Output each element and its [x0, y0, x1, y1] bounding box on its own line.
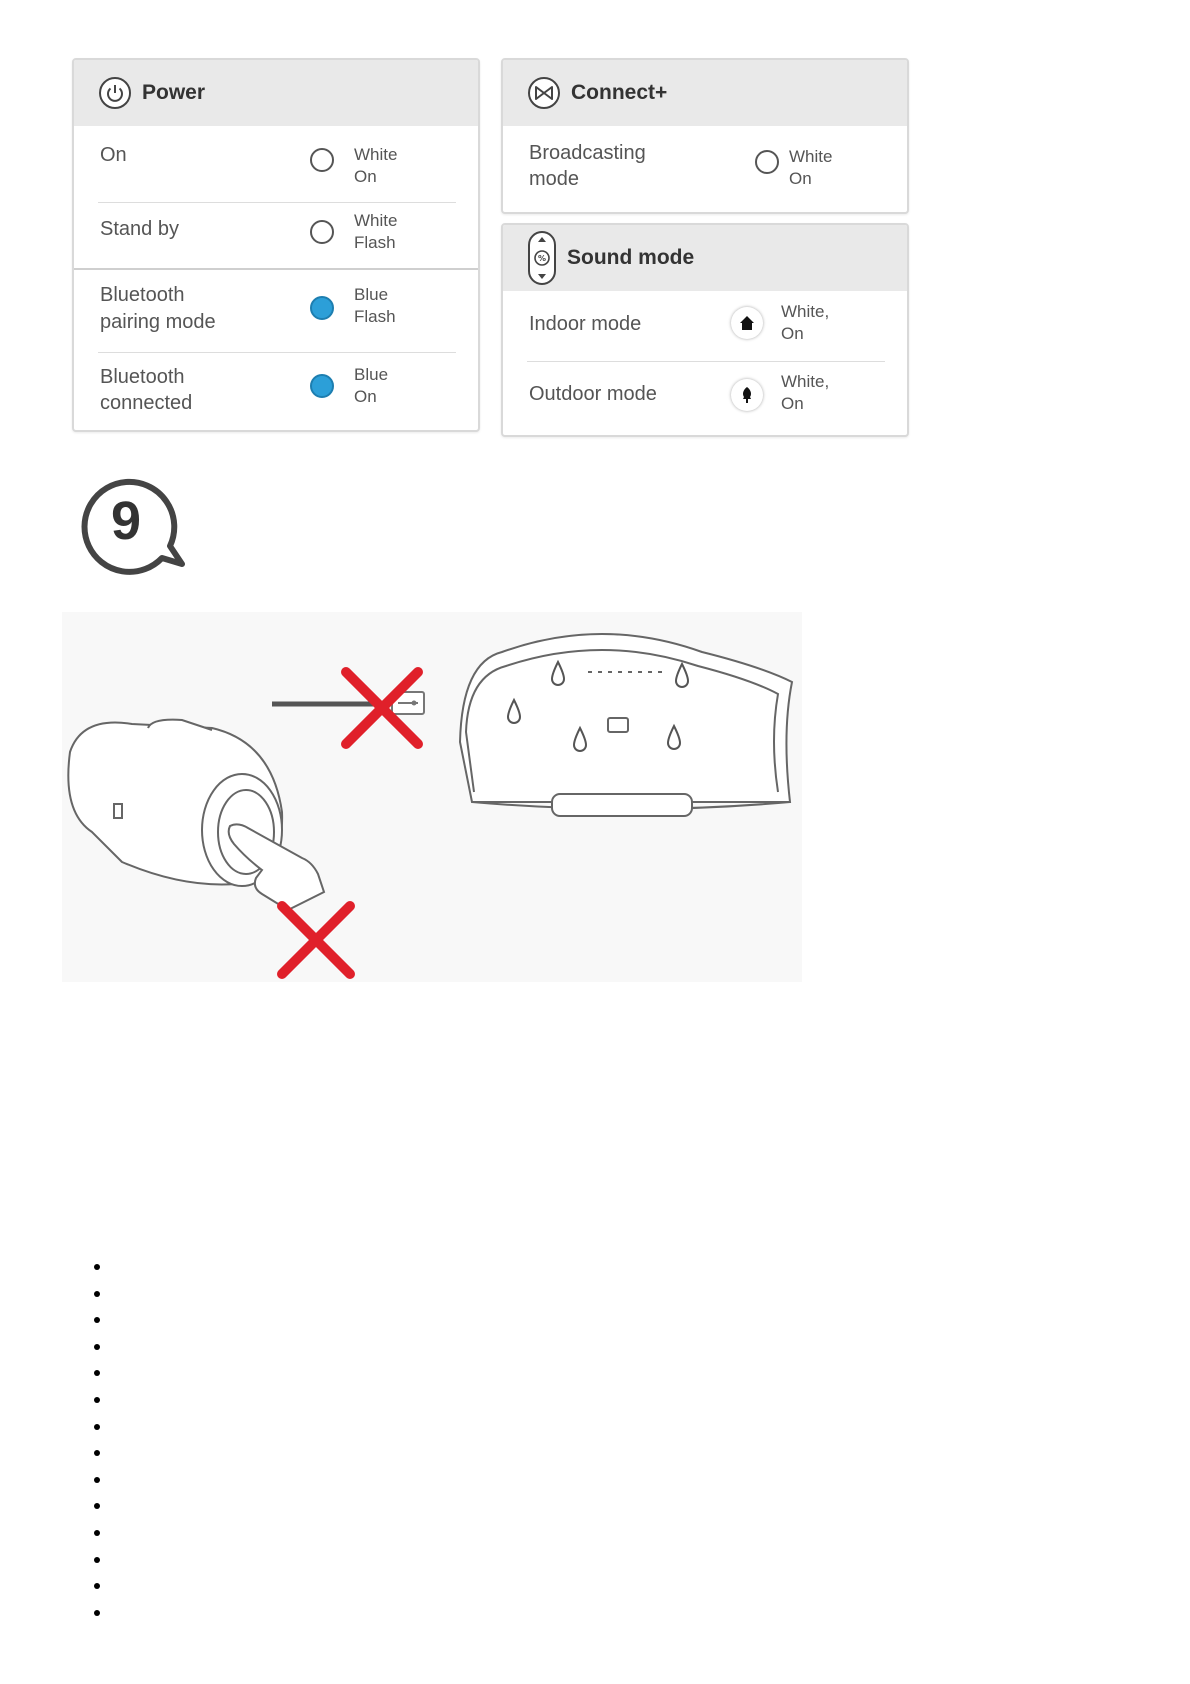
blue-led-indicator: [310, 374, 334, 398]
home-icon: [731, 307, 763, 339]
power-panel-header: [74, 60, 478, 126]
led-state: Flash: [354, 233, 396, 252]
led-color: White,: [781, 302, 830, 321]
sound-mode-panel-title: Sound mode: [567, 246, 695, 269]
row-label-line2: mode: [529, 168, 580, 190]
row-label-line2: pairing mode: [100, 311, 216, 333]
row-label: Indoor mode: [529, 313, 642, 335]
sound-mode-panel: [501, 223, 909, 437]
led-color: White: [354, 211, 398, 230]
row-divider: [527, 361, 885, 362]
step-number: 9: [110, 491, 142, 551]
connect-icon: [527, 76, 561, 110]
row-label: Broadcasting: [529, 142, 646, 164]
led-color: Blue: [354, 285, 389, 304]
row-divider: [98, 352, 456, 353]
led-state: On: [354, 167, 377, 186]
step-number-badge: [78, 478, 186, 581]
warning-illustration: [62, 612, 802, 987]
led-color: White: [789, 147, 833, 166]
white-led-indicator: [310, 220, 334, 244]
power-panel: [72, 58, 480, 432]
tree-icon: [731, 379, 763, 411]
row-label: On: [100, 144, 127, 166]
led-color: White,: [781, 372, 830, 391]
section-divider: [74, 268, 478, 270]
sound-mode-panel-header: [503, 225, 907, 291]
row-label: Stand by: [100, 218, 179, 240]
connect-panel-header: [503, 60, 907, 126]
led-color: Blue: [354, 365, 389, 384]
svg-text:%: %: [537, 254, 547, 263]
led-state: On: [781, 394, 804, 413]
bullet-list: [70, 1256, 98, 1628]
led-state: On: [781, 324, 804, 343]
sound-mode-icon: [527, 230, 557, 286]
row-label: Outdoor mode: [529, 383, 657, 405]
blue-led-indicator: [310, 296, 334, 320]
connect-panel-title: Connect+: [571, 81, 668, 104]
led-state: On: [354, 387, 377, 406]
connect-panel: [501, 58, 909, 214]
led-color: White: [354, 145, 398, 164]
power-panel-title: Power: [142, 81, 206, 104]
power-icon: [98, 76, 132, 110]
row-divider: [98, 202, 456, 203]
led-state: Flash: [354, 307, 396, 326]
row-label: Bluetooth: [100, 366, 185, 388]
row-label: Bluetooth: [100, 284, 185, 306]
led-state: On: [789, 169, 812, 188]
white-led-indicator: [755, 150, 779, 174]
white-led-indicator: [310, 148, 334, 172]
row-label-line2: connected: [100, 392, 193, 414]
